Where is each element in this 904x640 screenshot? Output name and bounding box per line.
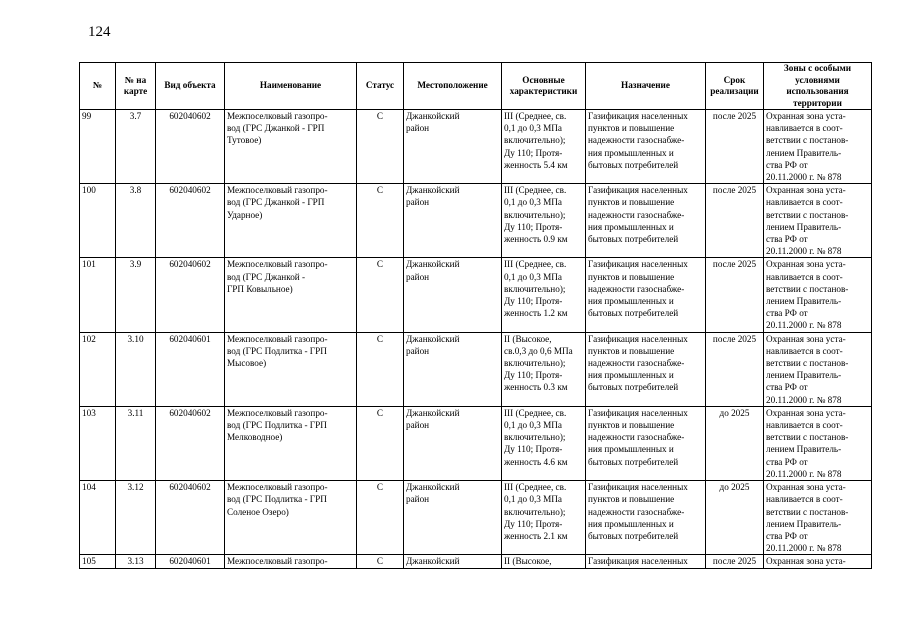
cell-num: 101	[80, 258, 116, 332]
cell-object-type: 602040601	[156, 555, 225, 568]
header-name: Наименование	[225, 63, 357, 110]
table-row	[80, 481, 872, 555]
cell-line: ства РФ от	[766, 382, 808, 393]
cell-line: женность 5.4 км	[504, 159, 568, 170]
cell-line: бытовых потребителей	[588, 308, 679, 319]
cell-line: 20.11.2000 г. № 878	[766, 543, 842, 554]
cell-name	[225, 481, 357, 555]
cell-line: включительно);	[504, 432, 566, 443]
cell-line: навливается в соот-	[766, 420, 843, 431]
table-row	[80, 258, 872, 332]
cell-line: включительно);	[504, 358, 566, 369]
cell-line: вод (ГРС Подлитка - ГРП	[227, 494, 327, 505]
cell-line: ния промышленных и	[588, 147, 674, 158]
cell-status: С	[357, 332, 404, 406]
cell-line: Газификация населенных	[588, 482, 688, 493]
cell-line: Джанкойский	[406, 259, 460, 270]
cell-object-type: 602040602	[156, 258, 225, 332]
cell-line: вод (ГРС Подлитка - ГРП	[227, 345, 327, 356]
cell-line: Джанкойский	[406, 333, 460, 344]
cell-line: навливается в соот-	[766, 123, 843, 134]
cell-line: Джанкойский	[406, 556, 460, 567]
cell-object-type: 602040602	[156, 184, 225, 258]
table-row	[80, 184, 872, 258]
cell-name	[225, 258, 357, 332]
cell-purpose	[586, 481, 706, 555]
cell-line: II (Высокое,	[504, 556, 552, 567]
cell-line: лением Правитель-	[766, 221, 842, 232]
cell-line: женность 4.6 км	[504, 456, 568, 467]
cell-line: III (Среднее, св.	[504, 407, 567, 418]
cell-line: надежности газоснабже-	[588, 506, 685, 517]
cell-line: 20.11.2000 г. № 878	[766, 246, 842, 257]
table-row	[80, 332, 872, 406]
header-term: Срок реализации	[706, 63, 764, 110]
cell-num: 105	[80, 555, 116, 568]
cell-line: бытовых потребителей	[588, 382, 679, 393]
cell-line: III (Среднее, св.	[504, 482, 567, 493]
cell-line: 0,1 до 0,3 МПа	[504, 271, 563, 282]
cell-line: район	[406, 271, 430, 282]
cell-line: надежности газоснабже-	[588, 209, 685, 220]
cell-map-num: 3.8	[116, 184, 156, 258]
cell-name	[225, 332, 357, 406]
cell-line: ства РФ от	[766, 530, 808, 541]
cell-line: Джанкойский	[406, 407, 460, 418]
cell-characteristics	[502, 481, 586, 555]
cell-num: 104	[80, 481, 116, 555]
cell-num: 99	[80, 110, 116, 184]
cell-characteristics	[502, 332, 586, 406]
cell-characteristics	[502, 184, 586, 258]
cell-purpose	[586, 406, 706, 480]
cell-zones	[764, 555, 872, 568]
cell-line: 0,1 до 0,3 МПа	[504, 197, 563, 208]
cell-line: навливается в соот-	[766, 271, 843, 282]
cell-line: лением Правитель-	[766, 296, 842, 307]
cell-line: Джанкойский	[406, 185, 460, 196]
cell-line: включительно);	[504, 209, 566, 220]
cell-term: после 2025	[706, 555, 764, 568]
cell-line: район	[406, 123, 430, 134]
cell-location	[404, 258, 502, 332]
header-zones: Зоны с особыми условиями использования территории	[764, 63, 872, 110]
cell-location	[404, 481, 502, 555]
cell-map-num: 3.12	[116, 481, 156, 555]
cell-line: Газификация населенных	[588, 259, 688, 270]
cell-line: Межпоселковый газопро-	[227, 482, 328, 493]
cell-line: включительно);	[504, 506, 566, 517]
cell-status: С	[357, 184, 404, 258]
cell-purpose	[586, 555, 706, 568]
cell-line: 20.11.2000 г. № 878	[766, 320, 842, 331]
cell-line: 20.11.2000 г. № 878	[766, 468, 842, 479]
cell-location	[404, 555, 502, 568]
cell-line: пунктов и повышение	[588, 271, 675, 282]
cell-line: район	[406, 420, 430, 431]
cell-line: Джанкойский	[406, 111, 460, 121]
cell-line: бытовых потребителей	[588, 530, 679, 541]
cell-object-type: 602040602	[156, 481, 225, 555]
cell-line: 20.11.2000 г. № 878	[766, 172, 842, 183]
cell-line: ветствии с постанов-	[766, 432, 849, 443]
cell-line: навливается в соот-	[766, 345, 843, 356]
cell-line: Джанкойский	[406, 482, 460, 493]
cell-line: вод (ГРС Джанкой - ГРП	[227, 123, 325, 134]
cell-line: Тутовое)	[227, 135, 262, 146]
cell-object-type: 602040601	[156, 332, 225, 406]
cell-line: ветствии с постанов-	[766, 506, 849, 517]
cell-purpose	[586, 332, 706, 406]
cell-line: Охранная зона уста-	[766, 407, 846, 418]
header-row	[80, 63, 872, 110]
cell-line: ветствии с постанов-	[766, 209, 849, 220]
cell-name	[225, 110, 357, 184]
cell-line: Межпоселковый газопро-	[227, 185, 328, 196]
cell-purpose	[586, 184, 706, 258]
cell-line: Охранная зона уста-	[766, 259, 846, 270]
cell-zones	[764, 481, 872, 555]
cell-num: 100	[80, 184, 116, 258]
cell-line: Соленое Озеро)	[227, 506, 289, 517]
cell-line: Газификация населенных	[588, 407, 688, 418]
cell-line: женность 2.1 км	[504, 530, 568, 541]
header-location: Местоположение	[404, 63, 502, 110]
cell-line: женность 0.3 км	[504, 382, 568, 393]
cell-object-type: 602040602	[156, 406, 225, 480]
cell-term: до 2025	[706, 481, 764, 555]
cell-line: Межпоселковый газопро-	[227, 333, 328, 344]
cell-line: Ду 110; Протя-	[504, 296, 563, 307]
cell-line: пунктов и повышение	[588, 197, 675, 208]
cell-line: Ду 110; Протя-	[504, 221, 563, 232]
cell-line: ства РФ от	[766, 308, 808, 319]
cell-line: надежности газоснабже-	[588, 283, 685, 294]
cell-purpose	[586, 110, 706, 184]
cell-location	[404, 406, 502, 480]
cell-line: ства РФ от	[766, 234, 808, 245]
cell-name	[225, 555, 357, 568]
cell-line: ГРП Ковыльное)	[227, 283, 293, 294]
cell-map-num: 3.10	[116, 332, 156, 406]
cell-line: Мелководное)	[227, 432, 283, 443]
cell-line: Газификация населенных	[588, 185, 688, 196]
cell-line: Газификация населенных	[588, 556, 688, 567]
cell-location	[404, 110, 502, 184]
cell-line: ния промышленных и	[588, 444, 674, 455]
cell-line: вод (ГРС Джанкой -	[227, 271, 306, 282]
cell-characteristics	[502, 406, 586, 480]
cell-line: пунктов и повышение	[588, 123, 675, 134]
cell-map-num: 3.7	[116, 110, 156, 184]
cell-zones	[764, 332, 872, 406]
cell-line: III (Среднее, св.	[504, 185, 567, 196]
cell-line: 0,1 до 0,3 МПа	[504, 494, 563, 505]
cell-line: Межпоселковый газопро-	[227, 111, 328, 121]
cell-line: вод (ГРС Джанкой - ГРП	[227, 197, 325, 208]
cell-map-num: 3.13	[116, 555, 156, 568]
cell-zones	[764, 406, 872, 480]
cell-num: 102	[80, 332, 116, 406]
cell-status: С	[357, 110, 404, 184]
cell-line: Ударное)	[227, 209, 263, 220]
cell-line: Газификация населенных	[588, 333, 688, 344]
cell-line: навливается в соот-	[766, 494, 843, 505]
cell-line: Межпоселковый газопро-	[227, 407, 328, 418]
cell-term: после 2025	[706, 332, 764, 406]
cell-location	[404, 332, 502, 406]
header-characteristics: Основные характеристики	[502, 63, 586, 110]
cell-line: Ду 110; Протя-	[504, 444, 563, 455]
cell-line: ния промышленных и	[588, 518, 674, 529]
cell-line: лением Правитель-	[766, 444, 842, 455]
cell-line: Охранная зона уста-	[766, 185, 846, 196]
cell-line: район	[406, 494, 430, 505]
cell-line: навливается в соот-	[766, 197, 843, 208]
cell-line: III (Среднее, св.	[504, 259, 567, 270]
cell-line: ства РФ от	[766, 456, 808, 467]
cell-term: до 2025	[706, 406, 764, 480]
cell-line: 20.11.2000 г. № 878	[766, 394, 842, 405]
header-num: №	[80, 63, 116, 110]
cell-line: бытовых потребителей	[588, 159, 679, 170]
cell-line: бытовых потребителей	[588, 234, 679, 245]
cell-location	[404, 184, 502, 258]
cell-line: надежности газоснабже-	[588, 432, 685, 443]
cell-zones	[764, 258, 872, 332]
cell-characteristics	[502, 110, 586, 184]
cell-line: ветствии с постанов-	[766, 358, 849, 369]
cell-line: Межпоселковый газопро-	[227, 259, 328, 270]
cell-purpose	[586, 258, 706, 332]
cell-zones	[764, 110, 872, 184]
register-table	[79, 62, 872, 569]
cell-line: Охранная зона уста-	[766, 482, 846, 493]
cell-map-num: 3.9	[116, 258, 156, 332]
cell-line: Межпоселковый газопро-	[227, 556, 328, 567]
cell-num: 103	[80, 406, 116, 480]
cell-term: после 2025	[706, 110, 764, 184]
cell-line: Ду 110; Протя-	[504, 147, 563, 158]
cell-line: женность 1.2 км	[504, 308, 568, 319]
cell-line: пунктов и повышение	[588, 494, 675, 505]
cell-line: 0,1 до 0,3 МПа	[504, 420, 563, 431]
cell-line: II (Высокое,	[504, 333, 552, 344]
header-map-num: № на карте	[116, 63, 156, 110]
table-row	[80, 555, 872, 568]
cell-line: район	[406, 197, 430, 208]
page-number: 124	[88, 24, 111, 40]
cell-line: ветствии с постанов-	[766, 135, 849, 146]
cell-status: С	[357, 258, 404, 332]
cell-line: район	[406, 345, 430, 356]
cell-line: III (Среднее, св.	[504, 111, 567, 121]
cell-line: надежности газоснабже-	[588, 358, 685, 369]
cell-status: С	[357, 406, 404, 480]
table-row	[80, 110, 872, 184]
cell-term: после 2025	[706, 258, 764, 332]
cell-object-type: 602040602	[156, 110, 225, 184]
cell-line: лением Правитель-	[766, 518, 842, 529]
cell-line: вод (ГРС Подлитка - ГРП	[227, 420, 327, 431]
cell-term: после 2025	[706, 184, 764, 258]
cell-line: ния промышленных и	[588, 370, 674, 381]
cell-status: С	[357, 555, 404, 568]
cell-line: Мысовое)	[227, 358, 267, 369]
cell-map-num: 3.11	[116, 406, 156, 480]
cell-line: лением Правитель-	[766, 370, 842, 381]
cell-line: ветствии с постанов-	[766, 283, 849, 294]
cell-line: Газификация населенных	[588, 111, 688, 121]
cell-line: ства РФ от	[766, 159, 808, 170]
header-object-type: Вид объекта	[156, 63, 225, 110]
cell-line: 0,1 до 0,3 МПа	[504, 123, 563, 134]
cell-line: включительно);	[504, 283, 566, 294]
cell-characteristics	[502, 555, 586, 568]
cell-line: надежности газоснабже-	[588, 135, 685, 146]
cell-line: включительно);	[504, 135, 566, 146]
cell-line: женность 0.9 км	[504, 234, 568, 245]
cell-line: ния промышленных и	[588, 296, 674, 307]
cell-line: Ду 110; Протя-	[504, 518, 563, 529]
cell-line: Ду 110; Протя-	[504, 370, 563, 381]
cell-line: св.0,3 до 0,6 МПа	[504, 345, 573, 356]
table-row	[80, 406, 872, 480]
cell-line: ния промышленных и	[588, 221, 674, 232]
cell-name	[225, 406, 357, 480]
cell-status: С	[357, 481, 404, 555]
header-status: Статус	[357, 63, 404, 110]
cell-line: пунктов и повышение	[588, 345, 675, 356]
cell-characteristics	[502, 258, 586, 332]
cell-line: пунктов и повышение	[588, 420, 675, 431]
cell-line: Охранная зона уста-	[766, 556, 846, 567]
cell-line: Охранная зона уста-	[766, 111, 846, 121]
cell-line: Охранная зона уста-	[766, 333, 846, 344]
header-purpose: Назначение	[586, 63, 706, 110]
cell-line: лением Правитель-	[766, 147, 842, 158]
cell-zones	[764, 184, 872, 258]
cell-line: бытовых потребителей	[588, 456, 679, 467]
cell-name	[225, 184, 357, 258]
